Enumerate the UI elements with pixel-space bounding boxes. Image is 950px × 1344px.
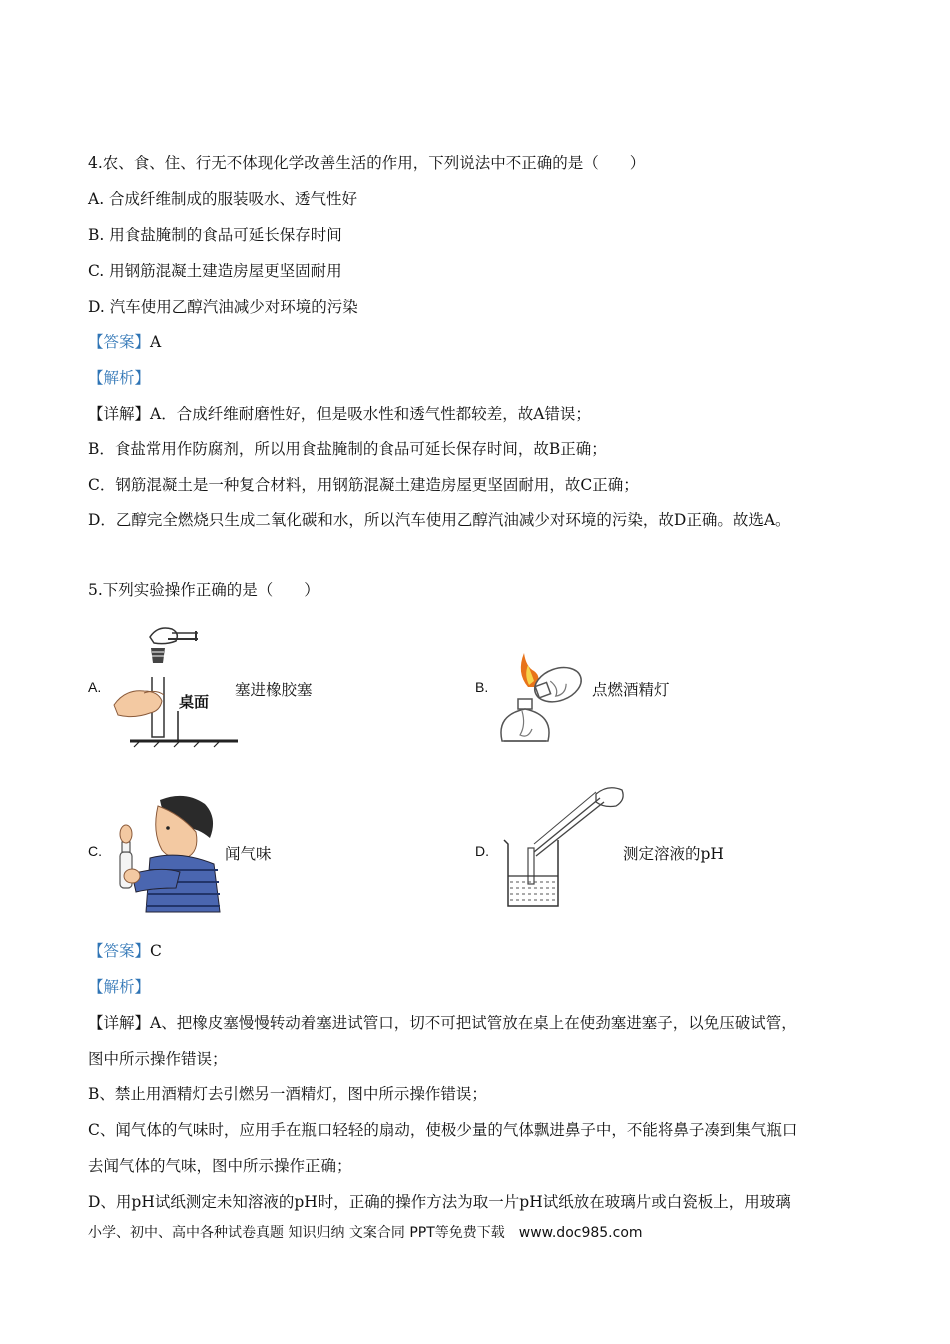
q5-option-a-text: 塞进橡胶塞 — [235, 681, 313, 699]
q5-detail-2: 图中所示操作错误； — [88, 1050, 228, 1068]
q5-detail-4: C、闻气体的气味时，应用手在瓶口轻轻的扇动，使极少量的气体飘进鼻子中，不能将鼻子凑到集气瓶口 — [88, 1121, 798, 1139]
smelling-gas-figure — [110, 792, 225, 914]
answer-tag: 【答案】 — [88, 942, 151, 960]
answer-value: C — [150, 942, 162, 960]
q5-option-a-label: A. — [88, 679, 102, 695]
q5-option-c-label: C. — [88, 843, 102, 859]
q4-option-b: B. 用食盐腌制的食品可延长保存时间 — [88, 226, 342, 244]
answer-value: A — [150, 333, 162, 351]
q5-detail-1: 【详解】A、把橡皮塞慢慢转动着塞进试管口，切不可把试管放在桌上在使劲塞进塞子，以免压破试管， — [88, 1014, 797, 1032]
q5-option-b-label: B. — [475, 679, 489, 695]
q4-stem: 4.农、食、住、行无不体现化学改善生活的作用，下列说法中不正确的是（ ） — [88, 154, 646, 172]
ph-test-figure — [500, 782, 630, 912]
q5-answer — [88, 941, 162, 961]
q5-stem: 5.下列实验操作正确的是（ ） — [88, 581, 320, 599]
test-tube-stopper-figure — [110, 615, 240, 750]
detail-tag: 【详解】 — [88, 405, 151, 423]
page-footer: 小学、初中、高中各种试卷真题 知识归纳 文案合同 PPT等免费下载 www.doc985.com — [88, 1225, 643, 1241]
q4-option-c: C. 用钢筋混凝土建造房屋更坚固耐用 — [88, 262, 342, 280]
q5-option-d-text: 测定溶液的pH — [623, 845, 724, 863]
q5-analysis-tag: 【解析】 — [88, 978, 151, 996]
q4-detail-4: D．乙醇完全燃烧只生成二氧化碳和水，所以汽车使用乙醇汽油减少对环境的污染，故D正确。故选A。 — [88, 511, 791, 529]
answer-tag: 【答案】 — [88, 333, 151, 351]
q5-detail-5: 去闻气体的气味，图中所示操作正确； — [88, 1157, 352, 1175]
alcohol-lamp-figure — [492, 645, 587, 750]
q4-analysis-tag: 【解析】 — [88, 369, 151, 387]
q5-option-c-text: 闻气味 — [225, 845, 272, 863]
q4-detail-3: C．钢筋混凝土是一种复合材料，用钢筋混凝土建造房屋更坚固耐用，故C正确； — [88, 476, 639, 494]
q5-option-d-label: D. — [475, 843, 489, 859]
q4-option-a: A. 合成纤维制成的服装吸水、透气性好 — [88, 190, 358, 208]
q4-option-d: D. 汽车使用乙醇汽油减少对环境的污染 — [88, 298, 358, 316]
q4-detail-1: 【详解】A．合成纤维耐磨性好，但是吸水性和透气性都较差，故A错误； — [88, 405, 591, 423]
q5-detail-3: B、禁止用酒精灯去引燃另一酒精灯，图中所示操作错误； — [88, 1085, 487, 1103]
q4-answer — [88, 332, 161, 352]
desk-label: 桌面 — [179, 693, 210, 711]
q5-option-b-text: 点燃酒精灯 — [592, 681, 670, 699]
q4-detail-2: B．食盐常用作防腐剂，所以用食盐腌制的食品可延长保存时间，故B正确； — [88, 440, 607, 458]
detail-tag: 【详解】 — [88, 1014, 151, 1032]
q5-detail-6: D、用pH试纸测定未知溶液的pH时，正确的操作方法为取一片pH试纸放在玻璃片或白瓷板上，用玻璃 — [88, 1193, 791, 1211]
